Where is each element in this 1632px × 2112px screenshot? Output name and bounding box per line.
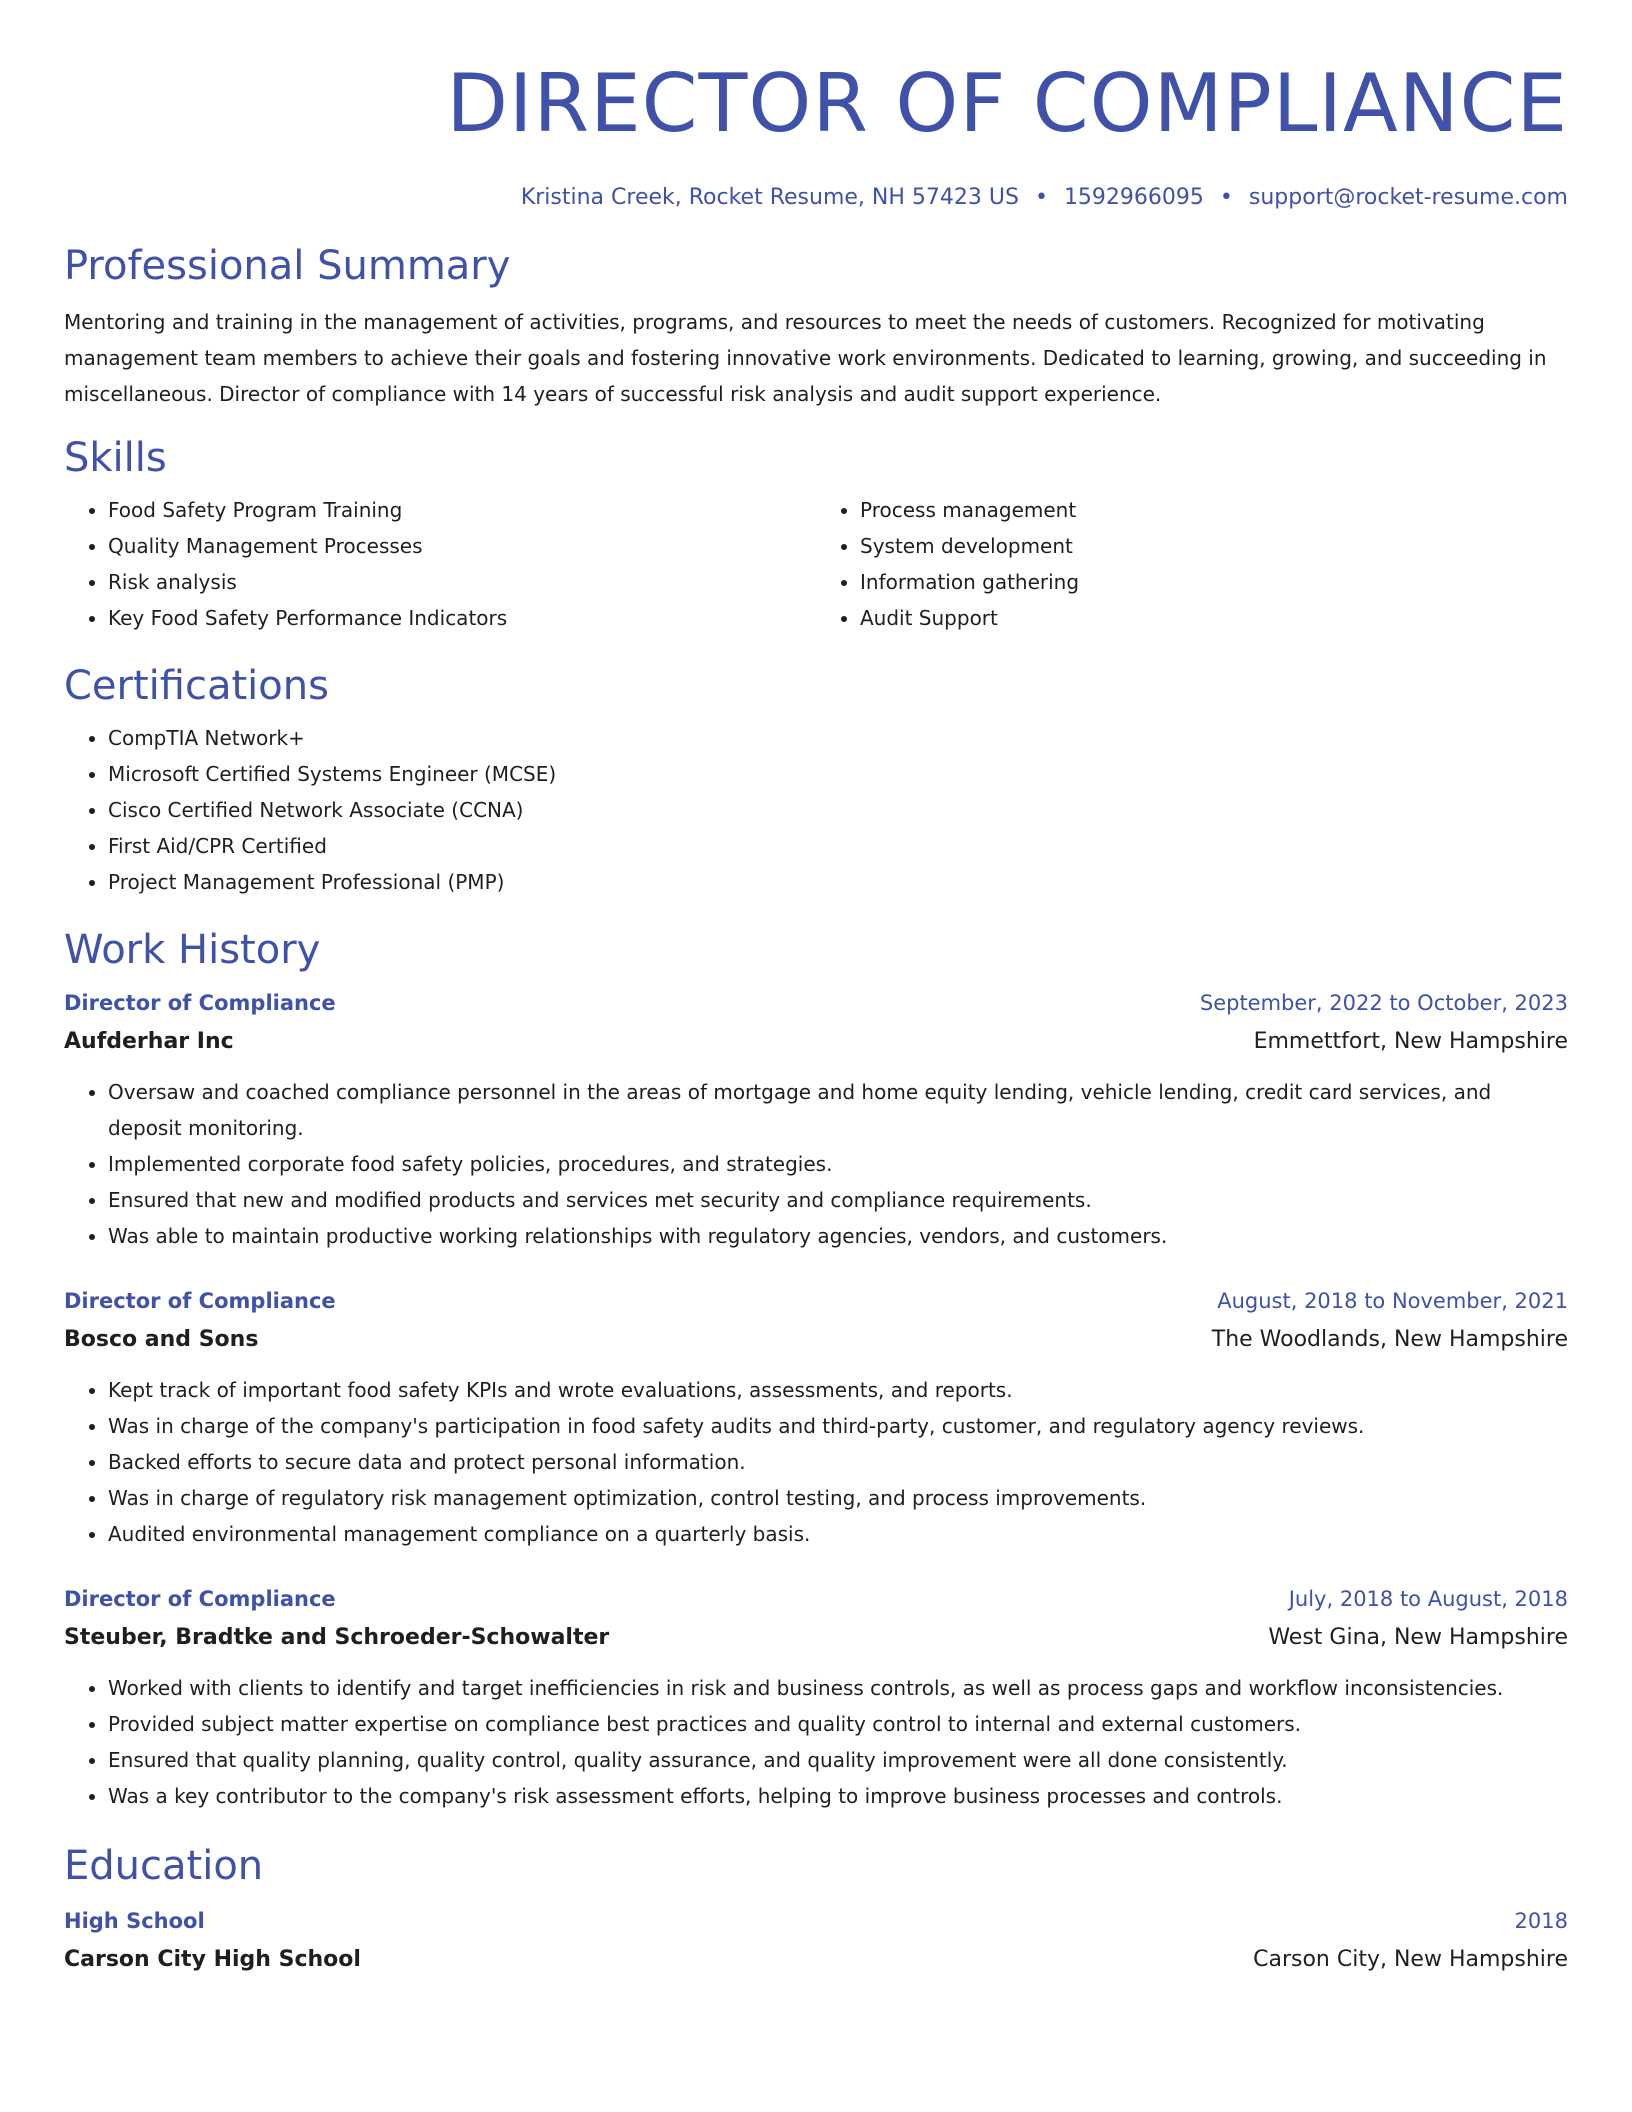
skills-heading: Skills [64,435,167,481]
job-bullet: • Was a key contributor to the company's risk assessment efforts, helping to improve business processes and controls. [108,1778,1568,1814]
job-dates: September, 2022 to October, 2023 [1199,991,1568,1015]
contact-address: Kristina Creek, Rocket Resume, NH 57423 US [520,185,1019,210]
skill-item: • Audit Support [860,600,1568,636]
job-title: Director of Compliance [64,1587,336,1611]
job-bullet: • Oversaw and coached compliance personnel in the areas of mortgage and home equity lending, vehicle lending, credit card services, and deposit monitoring. [108,1074,1568,1146]
certification-item: • CompTIA Network+ [108,720,1568,756]
education-year: 2018 [1514,1909,1568,1933]
job-title: Director of Compliance [64,991,336,1015]
document-title: DIRECTOR OF COMPLIANCE [446,57,1568,150]
job-bullet: • Ensured that new and modified products and services met security and compliance requirements. [108,1182,1568,1218]
job-header-row [64,1282,1568,1320]
job-location: West Gina, New Hampshire [1268,1625,1568,1650]
job-bullet: • Was able to maintain productive working relationships with regulatory agencies, vendors, and customers. [108,1218,1568,1254]
skill-item: • Key Food Safety Performance Indicators [108,600,816,636]
job-company: Aufderhar Inc [64,1029,234,1054]
education-location: Carson City, New Hampshire [1253,1947,1568,1972]
job-bullets [64,1372,1568,1552]
contact-phone: 1592966095 [1063,185,1204,210]
contact-line [64,182,1568,214]
certification-item: • First Aid/CPR Certified [108,828,1568,864]
job-bullets [64,1670,1568,1814]
job-bullets [64,1074,1568,1254]
contact-separator: • [1219,185,1233,210]
summary-text: Mentoring and training in the management of activities, programs, and resources to meet the needs of customers. Recognized for motivating management team members to achieve their goals and fostering innovative work environments. Dedicated to learning, growing, and succeeding in miscellaneous. Director of compliance with 14 years of successful risk analysis and audit support experience. [64,310,1547,406]
job-dates: August, 2018 to November, 2021 [1217,1289,1568,1313]
job-bullet: • Was in charge of regulatory risk management optimization, control testing, and process improvements. [108,1480,1568,1516]
contact-separator: • [1034,185,1048,210]
job-bullet: • Was in charge of the company's participation in food safety audits and third-party, customer, and regulatory agency reviews. [108,1408,1568,1444]
skill-item: • Process management [860,492,1568,528]
skills-column-right [816,492,1568,636]
skills-column-left [64,492,816,636]
job-company: Bosco and Sons [64,1327,259,1352]
summary-heading: Professional Summary [64,243,511,289]
job-title: Director of Compliance [64,1289,336,1313]
job-bullet: • Audited environmental management compliance on a quarterly basis. [108,1516,1568,1552]
job-location: The Woodlands, New Hampshire [1211,1327,1568,1352]
skill-item: • System development [860,528,1568,564]
job-entry [64,984,1568,1254]
job-bullet: • Kept track of important food safety KPIs and wrote evaluations, assessments, and reports. [108,1372,1568,1408]
work-history-heading: Work History [64,927,321,973]
skill-item: • Risk analysis [108,564,816,600]
education-school-row [64,1940,1568,1980]
job-bullet: • Provided subject matter expertise on compliance best practices and quality control to internal and external customers. [108,1706,1568,1742]
contact-email[interactable]: support@rocket-resume.com [1248,185,1568,210]
job-bullet: • Ensured that quality planning, quality control, quality assurance, and quality improvement were all done consistently. [108,1742,1568,1778]
job-company-row [64,1022,1568,1062]
skill-item: • Food Safety Program Training [108,492,816,528]
certifications-heading: Certifications [64,663,329,709]
certification-item: • Microsoft Certified Systems Engineer (MCSE) [108,756,1568,792]
skill-item: • Quality Management Processes [108,528,816,564]
skill-item: • Information gathering [860,564,1568,600]
job-entry [64,1282,1568,1552]
education-school: Carson City High School [64,1947,361,1972]
job-bullet: • Worked with clients to identify and target inefficiencies in risk and business controls, as well as process gaps and workflow inconsistencies. [108,1670,1568,1706]
education-heading: Education [64,1843,264,1889]
job-bullet: • Implemented corporate food safety policies, procedures, and strategies. [108,1146,1568,1182]
certifications-list [64,720,1568,900]
certification-item: • Project Management Professional (PMP) [108,864,1568,900]
job-header-row [64,984,1568,1022]
job-company-row [64,1618,1568,1658]
job-dates: July, 2018 to August, 2018 [1288,1587,1568,1611]
skills-list [64,492,1568,636]
certification-item: • Cisco Certified Network Associate (CCNA) [108,792,1568,828]
education-degree: High School [64,1909,205,1933]
job-company-row [64,1320,1568,1360]
education-entry [64,1902,1568,1980]
job-bullet: • Backed efforts to secure data and protect personal information. [108,1444,1568,1480]
job-location: Emmettfort, New Hampshire [1253,1029,1568,1054]
job-header-row [64,1580,1568,1618]
job-entry [64,1580,1568,1814]
job-company: Steuber, Bradtke and Schroeder-Schowalter [64,1625,610,1650]
education-header-row [64,1902,1568,1940]
